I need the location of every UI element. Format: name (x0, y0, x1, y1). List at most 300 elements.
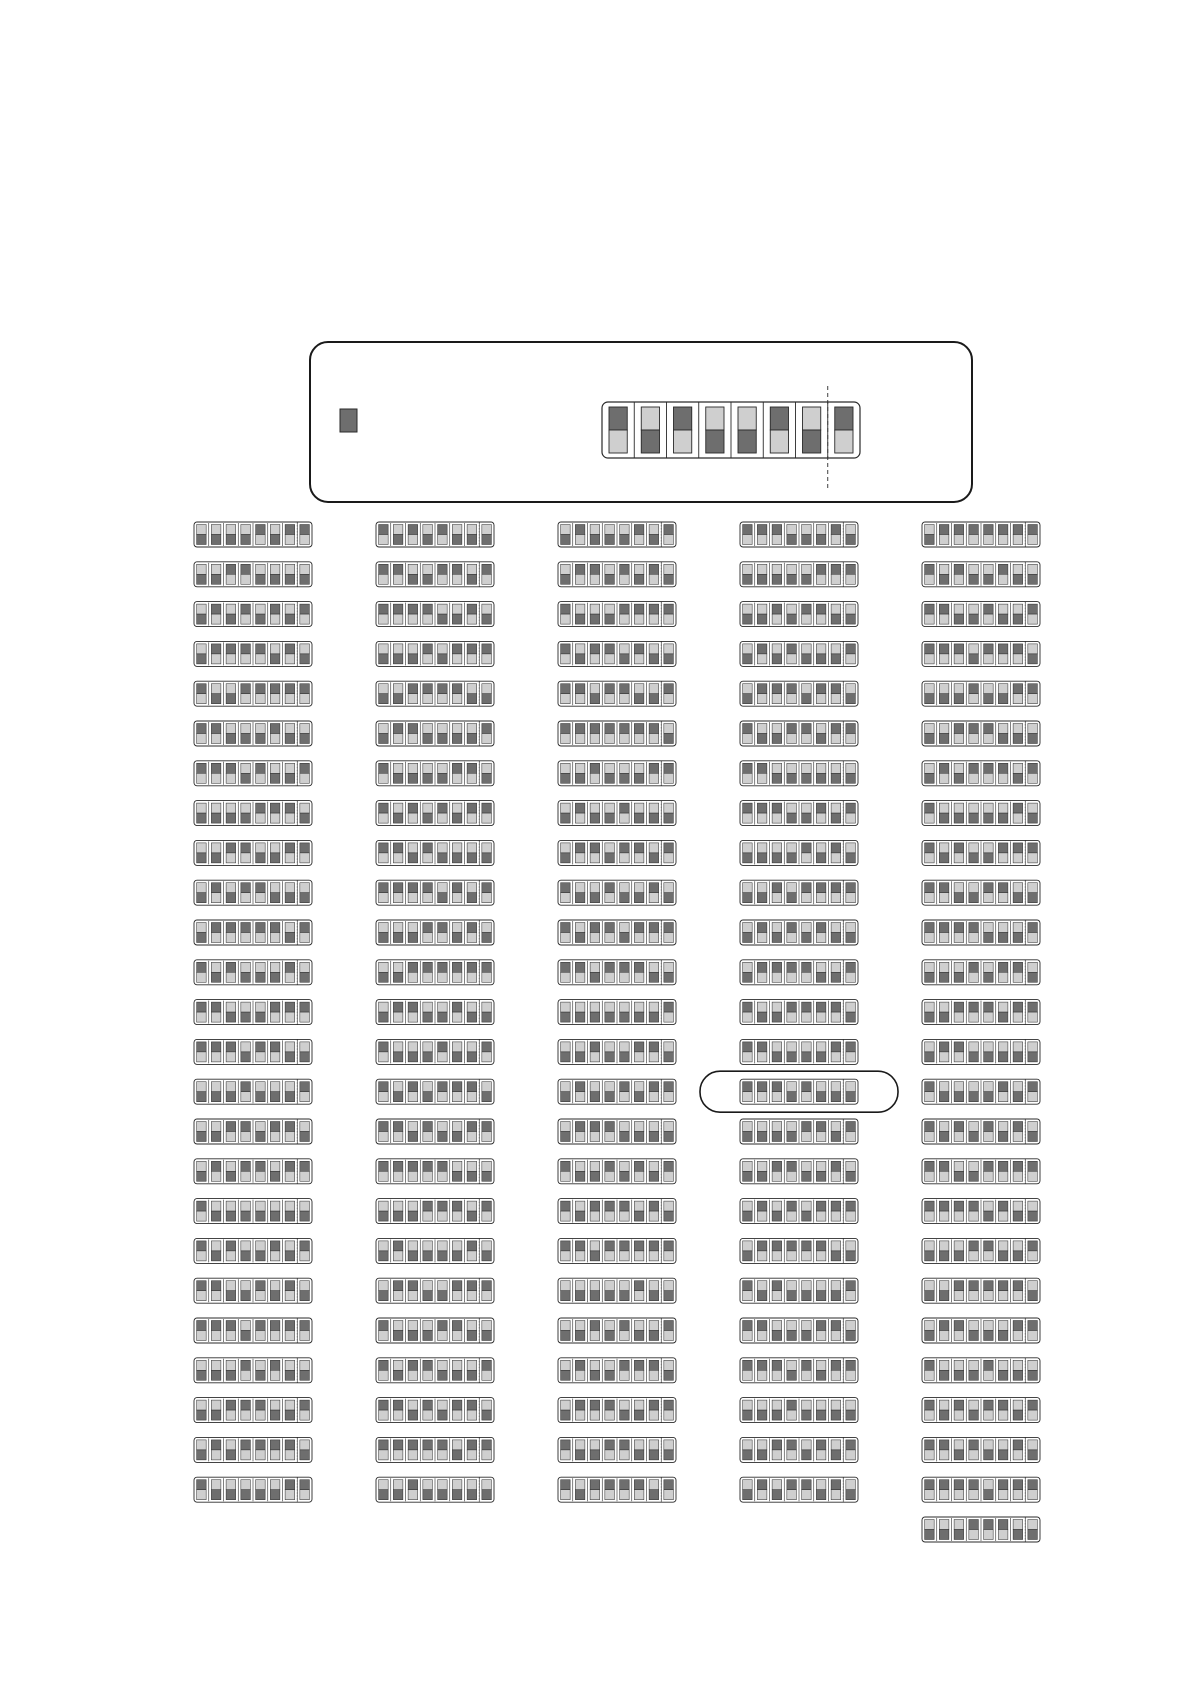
switch-lever-top-7 (649, 843, 659, 853)
switch-lever-top-1 (743, 883, 753, 893)
switch-lever-top-2 (393, 1281, 403, 1291)
switch-lever-top-7 (1013, 1520, 1023, 1530)
switch-lever-top-7 (467, 843, 477, 853)
switch-lever-top-7 (831, 1122, 841, 1132)
dip-switch-c1-r18 (194, 1199, 312, 1224)
switch-lever-bottom-2 (575, 893, 585, 903)
switch-lever-bottom-6 (270, 614, 280, 624)
switch-lever-bottom-8 (482, 1490, 492, 1500)
switch-lever-bottom-1 (197, 1171, 207, 1181)
switch-lever-bottom-4 (241, 1410, 251, 1420)
switch-lever-bottom-6 (634, 574, 644, 584)
dip-switch-c3-r25 (558, 1477, 676, 1502)
switch-lever-top-2 (757, 1440, 767, 1450)
switch-lever-top-3 (226, 843, 236, 853)
switch-lever-bottom-2 (211, 1490, 221, 1500)
switch-lever-top-2 (393, 1201, 403, 1211)
switch-lever-bottom-2 (575, 694, 585, 704)
switch-lever-bottom-1 (561, 614, 571, 624)
switch-lever-top-2 (939, 1082, 949, 1092)
switch-lever-bottom-5 (438, 972, 448, 982)
switch-lever-bottom-8 (300, 853, 310, 863)
dip-switch-c2-r14 (376, 1039, 494, 1064)
switch-lever-bottom-7 (831, 1370, 841, 1380)
switch-lever-bottom-1 (561, 773, 571, 783)
switch-lever-top-6 (998, 1002, 1008, 1012)
switch-lever-bottom-4 (969, 1331, 979, 1341)
switch-lever-top-1 (925, 962, 935, 972)
switch-lever-bottom-8 (664, 1092, 674, 1102)
switch-lever-bottom-8 (482, 972, 492, 982)
switch-lever-top-3 (226, 604, 236, 614)
switch-lever-top-7 (649, 684, 659, 694)
switch-lever-bottom-2 (211, 614, 221, 624)
switch-lever-top-8 (1028, 1480, 1038, 1490)
switch-lever-bottom-6 (634, 813, 644, 823)
switch-lever-bottom-7 (649, 1331, 659, 1341)
switch-lever-bottom-6 (634, 694, 644, 704)
switch-lever-top-3 (954, 564, 964, 574)
switch-lever-top-4 (423, 883, 433, 893)
switch-lever-bottom-7 (831, 1012, 841, 1022)
switch-lever-top-4 (423, 644, 433, 654)
switch-lever-bottom-5 (438, 1410, 448, 1420)
switch-lever-bottom-4 (423, 1052, 433, 1062)
switch-lever-bottom-6 (452, 1171, 462, 1181)
switch-lever-bottom-6 (998, 614, 1008, 624)
switch-lever-top-4 (969, 724, 979, 734)
switch-lever-bottom-6 (270, 1052, 280, 1062)
switch-lever-bottom-6 (816, 1171, 826, 1181)
switch-lever-top-5 (984, 1122, 994, 1132)
switch-lever-bottom-7 (285, 972, 295, 982)
switch-lever-bottom-5 (984, 1291, 994, 1301)
switch-lever-top-5 (620, 763, 630, 773)
switch-lever-bottom-3 (226, 933, 236, 943)
switch-lever-bottom-7 (285, 893, 295, 903)
switch-lever-top-8 (1028, 1082, 1038, 1092)
switch-lever-bottom-1 (925, 773, 935, 783)
dip-switch-c3-r14 (558, 1039, 676, 1064)
dip-switch-c4-r15 (740, 1079, 858, 1104)
switch-lever-bottom-6 (998, 734, 1008, 744)
switch-lever-bottom-7 (1013, 1490, 1023, 1500)
switch-lever-top-5 (984, 1400, 994, 1410)
switch-lever-bottom-2 (211, 1291, 221, 1301)
switch-lever-top-7 (285, 1122, 295, 1132)
switch-lever-top-5 (802, 1042, 812, 1052)
switch-lever-bottom-2 (211, 694, 221, 704)
switch-lever-bottom-1 (197, 1490, 207, 1500)
switch-lever-top-4 (787, 1161, 797, 1171)
switch-lever-bottom-7 (649, 813, 659, 823)
switch-lever-bottom-8 (664, 734, 674, 744)
switch-lever-bottom-6 (634, 933, 644, 943)
switch-lever-bottom-7 (649, 1132, 659, 1142)
dip-switch-c4-r20 (740, 1278, 858, 1303)
switch-lever-bottom-5 (984, 1171, 994, 1181)
switch-lever-bottom-2 (211, 813, 221, 823)
switch-lever-top-6 (270, 843, 280, 853)
switch-lever-bottom-8 (482, 893, 492, 903)
switch-lever-top-3 (408, 525, 418, 535)
switch-lever-bottom-4 (605, 574, 615, 584)
switch-lever-bottom-1 (743, 773, 753, 783)
switch-lever-bottom-3 (226, 535, 236, 545)
dip-switch-c4-r8 (740, 801, 858, 826)
switch-lever-top-8 (846, 724, 856, 734)
dip-switch-c4-r21 (740, 1318, 858, 1343)
switch-lever-top-4 (787, 962, 797, 972)
switch-lever-bottom-3 (772, 853, 782, 863)
switch-lever-bottom-5 (256, 694, 266, 704)
switch-lever-bottom-3 (226, 853, 236, 863)
switch-lever-bottom-3 (408, 813, 418, 823)
dip-switch-c3-r13 (558, 1000, 676, 1025)
switch-lever-bottom-1 (197, 654, 207, 664)
switch-lever-top-1 (561, 604, 571, 614)
switch-lever-top-6 (816, 1002, 826, 1012)
switch-lever-top-5 (802, 1281, 812, 1291)
switch-lever-bottom-3 (590, 1331, 600, 1341)
switch-lever-top-1 (561, 962, 571, 972)
switch-lever-top-6 (770, 407, 788, 430)
switch-lever-top-4 (423, 1241, 433, 1251)
switch-lever-bottom-1 (379, 1211, 389, 1221)
switch-lever-top-4 (969, 883, 979, 893)
switch-lever-bottom-7 (467, 893, 477, 903)
switch-lever-bottom-2 (211, 535, 221, 545)
dip-switch-c3-r1 (558, 522, 676, 547)
switch-lever-top-6 (452, 923, 462, 933)
switch-lever-top-7 (467, 1201, 477, 1211)
switch-lever-bottom-4 (787, 1052, 797, 1062)
switch-lever-top-3 (772, 684, 782, 694)
switch-lever-top-7 (831, 1241, 841, 1251)
switch-lever-bottom-6 (634, 972, 644, 982)
switch-lever-bottom-6 (998, 1251, 1008, 1261)
switch-lever-top-2 (939, 564, 949, 574)
switch-lever-bottom-3 (772, 734, 782, 744)
switch-lever-top-3 (772, 843, 782, 853)
switch-lever-top-6 (998, 883, 1008, 893)
switch-lever-bottom-3 (590, 614, 600, 624)
switch-lever-bottom-3 (954, 614, 964, 624)
switch-lever-top-7 (467, 1360, 477, 1370)
switch-lever-bottom-8 (300, 1291, 310, 1301)
switch-lever-top-2 (939, 1400, 949, 1410)
switch-lever-bottom-7 (1013, 813, 1023, 823)
switch-lever-top-5 (984, 684, 994, 694)
switch-lever-bottom-8 (1028, 813, 1038, 823)
dip-switch-c3-r7 (558, 761, 676, 786)
switch-lever-bottom-2 (393, 1251, 403, 1261)
switch-lever-bottom-2 (575, 1171, 585, 1181)
switch-lever-top-3 (590, 1161, 600, 1171)
switch-lever-top-2 (939, 962, 949, 972)
switch-lever-top-2 (393, 1241, 403, 1251)
switch-lever-bottom-8 (482, 1171, 492, 1181)
switch-lever-bottom-5 (438, 813, 448, 823)
switch-lever-top-3 (772, 644, 782, 654)
switch-lever-top-2 (211, 1201, 221, 1211)
switch-lever-bottom-2 (575, 1211, 585, 1221)
switch-lever-top-3 (408, 1321, 418, 1331)
switch-lever-top-3 (226, 1480, 236, 1490)
switch-lever-top-8 (846, 1201, 856, 1211)
switch-lever-bottom-6 (452, 1132, 462, 1142)
switch-lever-top-1 (743, 525, 753, 535)
switch-lever-top-4 (423, 763, 433, 773)
switch-lever-top-5 (256, 1042, 266, 1052)
switch-lever-bottom-5 (802, 813, 812, 823)
switch-lever-top-7 (467, 1002, 477, 1012)
dip-switch-c3-r22 (558, 1358, 676, 1383)
switch-lever-bottom-8 (300, 1052, 310, 1062)
switch-lever-top-4 (241, 1241, 251, 1251)
switch-lever-bottom-1 (379, 1251, 389, 1261)
switch-lever-top-1 (743, 684, 753, 694)
switch-lever-top-5 (438, 1241, 448, 1251)
switch-lever-bottom-7 (285, 574, 295, 584)
switch-lever-bottom-3 (226, 1450, 236, 1460)
switch-lever-bottom-5 (620, 1370, 630, 1380)
switch-lever-top-3 (954, 1281, 964, 1291)
switch-lever-bottom-6 (816, 773, 826, 783)
switch-lever-top-7 (649, 763, 659, 773)
switch-lever-bottom-2 (939, 1012, 949, 1022)
switch-lever-bottom-8 (664, 773, 674, 783)
switch-lever-top-6 (816, 1042, 826, 1052)
switch-lever-bottom-7 (467, 574, 477, 584)
switch-lever-bottom-6 (998, 1211, 1008, 1221)
switch-lever-top-7 (649, 1002, 659, 1012)
switch-lever-top-6 (998, 1360, 1008, 1370)
switch-lever-bottom-1 (379, 1171, 389, 1181)
switch-lever-top-3 (590, 1042, 600, 1052)
switch-lever-bottom-6 (998, 1132, 1008, 1142)
switch-lever-bottom-8 (1028, 853, 1038, 863)
switch-lever-bottom-5 (438, 1171, 448, 1181)
switch-lever-bottom-4 (969, 1291, 979, 1301)
switch-lever-top-1 (925, 1520, 935, 1530)
switch-lever-top-8 (300, 1042, 310, 1052)
switch-lever-top-7 (285, 883, 295, 893)
switch-lever-bottom-7 (467, 853, 477, 863)
switch-lever-bottom-6 (270, 1450, 280, 1460)
switch-lever-top-8 (1028, 962, 1038, 972)
switch-lever-bottom-2 (575, 535, 585, 545)
switch-lever-top-3 (408, 1440, 418, 1450)
switch-lever-top-8 (1028, 1360, 1038, 1370)
switch-lever-bottom-4 (241, 1171, 251, 1181)
switch-lever-top-2 (393, 803, 403, 813)
switch-lever-top-7 (467, 1281, 477, 1291)
switch-lever-top-3 (772, 1360, 782, 1370)
switch-lever-bottom-6 (816, 933, 826, 943)
switch-lever-bottom-4 (241, 933, 251, 943)
switch-lever-top-4 (969, 1440, 979, 1450)
switch-lever-top-7 (1013, 724, 1023, 734)
switch-lever-bottom-8 (846, 893, 856, 903)
switch-lever-top-4 (787, 1281, 797, 1291)
switch-lever-bottom-6 (816, 614, 826, 624)
switch-lever-top-6 (998, 1281, 1008, 1291)
switch-lever-bottom-1 (743, 734, 753, 744)
switch-lever-top-2 (939, 883, 949, 893)
switch-lever-bottom-4 (605, 1052, 615, 1062)
switch-lever-top-5 (438, 684, 448, 694)
switch-lever-bottom-7 (649, 893, 659, 903)
switch-lever-bottom-8 (482, 853, 492, 863)
dip-switch-c3-r12 (558, 960, 676, 985)
switch-lever-bottom-8 (1028, 654, 1038, 664)
switch-lever-top-7 (831, 684, 841, 694)
switch-lever-top-6 (270, 604, 280, 614)
switch-lever-top-4 (423, 1281, 433, 1291)
switch-lever-top-8 (1028, 923, 1038, 933)
switch-lever-bottom-4 (605, 972, 615, 982)
dip-switch-c5-r25 (922, 1477, 1040, 1502)
switch-lever-bottom-3 (590, 1490, 600, 1500)
switch-lever-top-5 (984, 803, 994, 813)
switch-lever-bottom-5 (256, 654, 266, 664)
switch-lever-top-1 (743, 1082, 753, 1092)
switch-lever-top-4 (423, 803, 433, 813)
switch-lever-top-5 (802, 1440, 812, 1450)
switch-lever-bottom-4 (423, 1450, 433, 1460)
switch-lever-top-8 (1028, 763, 1038, 773)
switch-lever-top-7 (831, 525, 841, 535)
switch-lever-top-1 (925, 1161, 935, 1171)
switch-lever-top-1 (561, 1122, 571, 1132)
switch-lever-bottom-3 (772, 654, 782, 664)
switch-lever-bottom-1 (925, 1450, 935, 1460)
switch-lever-top-7 (831, 644, 841, 654)
switch-lever-bottom-5 (620, 972, 630, 982)
switch-lever-bottom-2 (939, 654, 949, 664)
switch-lever-bottom-6 (270, 1132, 280, 1142)
switch-lever-top-4 (241, 962, 251, 972)
switch-lever-top-1 (743, 1201, 753, 1211)
switch-lever-bottom-1 (197, 933, 207, 943)
switch-lever-bottom-6 (452, 893, 462, 903)
switch-lever-bottom-7 (831, 1331, 841, 1341)
switch-lever-bottom-7 (285, 853, 295, 863)
switch-lever-bottom-3 (408, 933, 418, 943)
switch-lever-top-8 (300, 564, 310, 574)
switch-lever-bottom-8 (664, 1410, 674, 1420)
dip-switch-c1-r13 (194, 1000, 312, 1025)
switch-lever-top-8 (1028, 1122, 1038, 1132)
switch-lever-top-2 (939, 525, 949, 535)
switch-lever-bottom-2 (939, 1291, 949, 1301)
switch-lever-bottom-6 (816, 1132, 826, 1142)
switch-lever-bottom-7 (649, 574, 659, 584)
switch-lever-bottom-7 (285, 1490, 295, 1500)
switch-lever-top-1 (197, 525, 207, 535)
switch-lever-bottom-8 (1028, 694, 1038, 704)
switch-lever-top-8 (846, 1241, 856, 1251)
switch-lever-bottom-7 (1013, 1530, 1023, 1540)
switch-lever-top-4 (423, 1002, 433, 1012)
switch-lever-top-6 (452, 644, 462, 654)
switch-lever-bottom-1 (743, 694, 753, 704)
switch-lever-top-2 (211, 564, 221, 574)
dip-switch-c4-r24 (740, 1437, 858, 1462)
switch-lever-top-5 (438, 1002, 448, 1012)
switch-lever-top-3 (954, 604, 964, 614)
switch-lever-bottom-8 (846, 1291, 856, 1301)
switch-lever-top-6 (998, 525, 1008, 535)
switch-lever-bottom-8 (664, 1291, 674, 1301)
switch-lever-top-7 (1013, 1002, 1023, 1012)
switch-lever-top-2 (939, 1002, 949, 1012)
switch-lever-top-5 (802, 803, 812, 813)
switch-lever-bottom-2 (939, 574, 949, 584)
switch-lever-bottom-2 (939, 1251, 949, 1261)
switch-lever-top-2 (757, 1281, 767, 1291)
switch-lever-top-7 (831, 1321, 841, 1331)
switch-lever-bottom-5 (984, 1450, 994, 1460)
switch-lever-top-4 (787, 883, 797, 893)
switch-lever-top-1 (561, 1241, 571, 1251)
switch-lever-top-4 (605, 1360, 615, 1370)
switch-lever-bottom-2 (757, 1092, 767, 1102)
switch-lever-top-3 (590, 1281, 600, 1291)
switch-lever-bottom-1 (925, 734, 935, 744)
switch-lever-bottom-5 (984, 654, 994, 664)
switch-lever-top-3 (954, 1122, 964, 1132)
switch-lever-top-4 (241, 1360, 251, 1370)
switch-lever-top-7 (285, 1321, 295, 1331)
switch-lever-top-2 (757, 1042, 767, 1052)
switch-lever-top-3 (408, 684, 418, 694)
switch-lever-bottom-8 (846, 1211, 856, 1221)
switch-lever-top-6 (452, 962, 462, 972)
switch-lever-top-8 (300, 1122, 310, 1132)
switch-lever-bottom-6 (816, 972, 826, 982)
dip-switch-c5-r11 (922, 920, 1040, 945)
switch-lever-bottom-4 (969, 1410, 979, 1420)
switch-lever-top-7 (1013, 1360, 1023, 1370)
switch-lever-top-8 (664, 1281, 674, 1291)
switch-lever-bottom-7 (831, 574, 841, 584)
switch-lever-bottom-6 (634, 1490, 644, 1500)
switch-lever-bottom-1 (561, 1132, 571, 1142)
switch-lever-bottom-8 (846, 1410, 856, 1420)
switch-lever-top-5 (620, 1082, 630, 1092)
switch-lever-bottom-1 (743, 1370, 753, 1380)
switch-lever-top-3 (590, 1480, 600, 1490)
switch-lever-bottom-3 (954, 773, 964, 783)
switch-lever-top-1 (743, 843, 753, 853)
switch-lever-top-4 (787, 1122, 797, 1132)
switch-lever-top-4 (969, 843, 979, 853)
switch-lever-top-7 (831, 1082, 841, 1092)
switch-lever-bottom-7 (1013, 1132, 1023, 1142)
switch-lever-top-4 (241, 1321, 251, 1331)
dip-switch-c3-r20 (558, 1278, 676, 1303)
switch-lever-bottom-3 (408, 1410, 418, 1420)
switch-lever-top-6 (998, 564, 1008, 574)
switch-lever-bottom-3 (590, 654, 600, 664)
switch-lever-top-4 (241, 843, 251, 853)
switch-lever-bottom-4 (423, 1291, 433, 1301)
switch-lever-bottom-8 (300, 1490, 310, 1500)
switch-lever-top-7 (285, 1042, 295, 1052)
switch-lever-bottom-1 (561, 1291, 571, 1301)
